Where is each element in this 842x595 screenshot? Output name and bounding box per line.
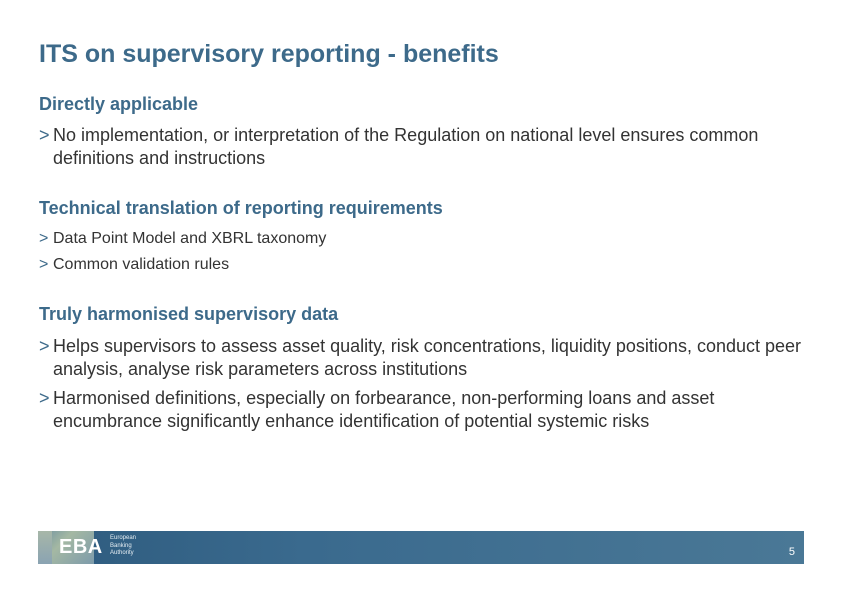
bullet-text: Data Point Model and XBRL taxonomy bbox=[53, 230, 327, 247]
slide-title: ITS on supervisory reporting - benefits bbox=[39, 40, 499, 68]
section-heading: Truly harmonised supervisory data bbox=[39, 304, 339, 324]
section-heading: Directly applicable bbox=[39, 94, 199, 114]
bullet-text: No implementation, or interpretation of the Regulation on national level ensures common definitions and instructions bbox=[53, 125, 759, 168]
org-line: European bbox=[110, 535, 137, 541]
bullet-text: Harmonised definitions, especially on forbearance, non-performing loans and asset encumbrance significantly enhance identification of potential systemic risks bbox=[53, 388, 715, 431]
bullet-item bbox=[39, 124, 809, 170]
bullet-item bbox=[39, 335, 809, 381]
bullet-text: Helps supervisors to assess asset quality, risk concentrations, liquidity positions, conduct peer analysis, analyse risk parameters across institutions bbox=[53, 336, 802, 379]
section-technical-translation bbox=[39, 198, 809, 281]
footer-bar bbox=[38, 531, 804, 564]
page-number: 5 bbox=[788, 546, 795, 558]
org-line: Authority bbox=[110, 550, 134, 556]
eba-logo bbox=[38, 531, 198, 564]
bullet-item bbox=[39, 387, 809, 433]
bullet-arrow-icon: > bbox=[39, 336, 50, 356]
bullet-arrow-icon: > bbox=[39, 388, 50, 408]
bullet-item bbox=[39, 229, 809, 249]
logo-organisation-name bbox=[110, 535, 136, 558]
section-directly-applicable bbox=[39, 94, 809, 176]
section-harmonised-data bbox=[39, 304, 809, 439]
bullet-list bbox=[39, 335, 809, 433]
bullet-list bbox=[39, 229, 809, 275]
section-heading: Technical translation of reporting requirements bbox=[39, 198, 443, 218]
bullet-list bbox=[39, 124, 809, 170]
bullet-arrow-icon: > bbox=[39, 256, 49, 273]
bullet-arrow-icon: > bbox=[39, 125, 50, 145]
logo-text: EBA bbox=[59, 536, 103, 558]
bullet-item bbox=[39, 255, 809, 275]
bullet-arrow-icon: > bbox=[39, 230, 49, 247]
org-line: Banking bbox=[110, 542, 132, 549]
bullet-text: Common validation rules bbox=[53, 256, 230, 273]
